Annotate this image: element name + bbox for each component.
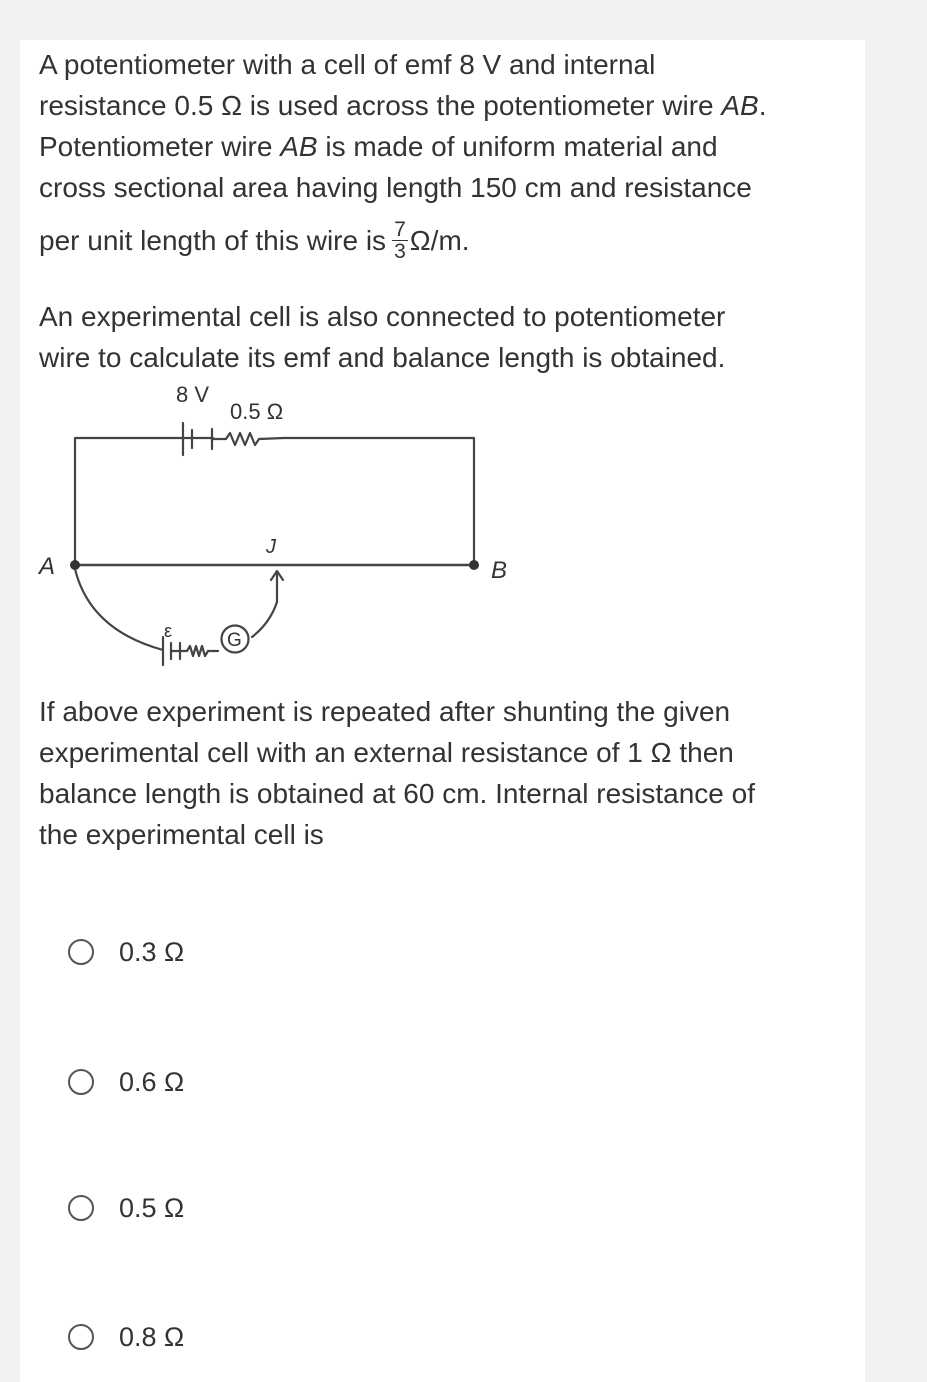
answer-option-4[interactable] — [68, 1320, 184, 1354]
question-line: Potentiometer wire AB is made of uniform material and — [39, 131, 718, 162]
radio-button[interactable] — [68, 1195, 94, 1221]
answer-option-2[interactable] — [68, 1065, 184, 1099]
option-label: 0.8 Ω — [119, 1321, 185, 1352]
question-fraction-line: per unit length of this wire is $\frac{7}{3}$ Ω/m. — [39, 218, 470, 264]
internal-resistor-zigzag — [212, 433, 284, 445]
question-line: experimental cell with an external resistance of 1 Ω then — [39, 737, 734, 768]
question-line: If above experiment is repeated after shunting the given — [39, 696, 731, 727]
question-line: cross sectional area having length 150 cm and resistance — [39, 172, 752, 203]
experimental-branch-right — [252, 602, 277, 637]
point-b-dot — [469, 560, 479, 570]
question-line: balance length is obtained at 60 cm. Internal resistance of — [39, 778, 755, 809]
exp-resistor-zigzag — [180, 646, 218, 656]
jockey-label: J — [266, 536, 276, 558]
potentiometer-circuit-diagram — [30, 375, 530, 675]
experimental-branch-left — [75, 569, 163, 650]
question-line: resistance 0.5 Ω is used across the potentiometer wire AB. — [39, 90, 767, 121]
question-line: An experimental cell is also connected to potentiometer — [39, 301, 726, 332]
question-line: A potentiometer with a cell of emf 8 V and internal — [39, 49, 656, 80]
wire-ab-label: AB — [280, 131, 318, 162]
internal-resistance-label: 0.5 Ω — [230, 399, 284, 424]
emf-label: 8 V — [176, 382, 210, 407]
question-paragraph-2 — [39, 296, 725, 378]
question-paragraph-1 — [39, 44, 767, 208]
circuit-wire-left — [75, 438, 213, 565]
option-label: 0.5 Ω — [119, 1192, 185, 1223]
point-a-dot — [70, 560, 80, 570]
galvanometer-label: G — [227, 630, 242, 651]
circuit-wire-right — [284, 438, 474, 565]
radio-button[interactable] — [68, 1069, 94, 1095]
point-a-label: A — [39, 553, 56, 580]
fraction-seven-thirds: $\frac{7}{3}$ — [394, 218, 406, 264]
radio-button[interactable] — [68, 939, 94, 965]
experimental-emf-label: ε — [164, 621, 173, 641]
option-label: 0.3 Ω — [119, 936, 185, 967]
answer-option-3[interactable] — [68, 1191, 184, 1225]
wire-ab-label: AB — [721, 90, 759, 121]
question-paragraph-3 — [39, 691, 755, 855]
radio-button[interactable] — [68, 1324, 94, 1350]
answer-option-1[interactable] — [68, 935, 184, 969]
point-b-label: B — [491, 557, 508, 584]
question-line: the experimental cell is — [39, 819, 324, 850]
option-label: 0.6 Ω — [119, 1066, 185, 1097]
question-line: wire to calculate its emf and balance length is obtained. — [39, 342, 726, 373]
